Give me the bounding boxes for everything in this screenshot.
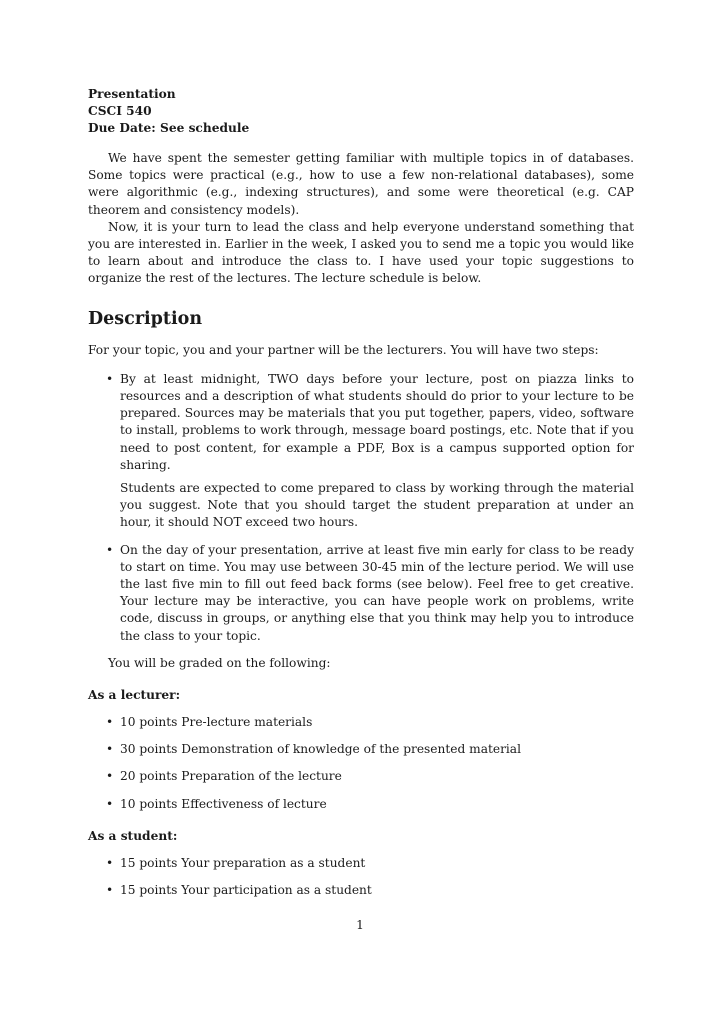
list-item: [88, 714, 634, 731]
list-item: [88, 882, 634, 899]
step-1-paragraph-2: Students are expected to come prepared to class by working through the material you suggest. Note that you should target the student preparation at under an hour, it should NOT exceed two hours.: [120, 481, 634, 530]
page-number: 1: [356, 918, 364, 932]
bullet-icon: •: [106, 715, 114, 730]
lecturer-criterion: 10 points Pre-lecture materials: [120, 715, 313, 730]
student-criterion: 15 points Your preparation as a student: [120, 855, 366, 870]
assignment-title: Presentation: [88, 87, 176, 101]
list-item: [88, 542, 634, 645]
list-item: [88, 855, 634, 872]
student-heading: As a student:: [88, 828, 178, 843]
student-criteria-list: [88, 855, 634, 899]
list-item: [88, 741, 634, 758]
bullet-icon: •: [106, 883, 114, 898]
step-2-paragraph-1: On the day of your presentation, arrive at least five min early for class to be ready to start on time. You may use between 30-45 min of the lecture period. We will use the last five min to fill out feed back forms (see below). Feel free to get creative. Your lecture may be interactive, you can have people work on problems, write code, discuss in groups, or anything else that you think may help you to introduce the class to your topic.: [120, 542, 634, 643]
student-criterion: 15 points Your participation as a student: [120, 883, 372, 898]
list-item: [88, 371, 634, 532]
intro-paragraph-2: Now, it is your turn to lead the class and help everyone understand something that you are interested in. Earlier in the week, I asked you to send me a topic you would like to learn about and introduce the class to. I have used your topic suggestions to organize the rest of the lectures. The lecture schedule is below.: [88, 219, 634, 286]
bullet-icon: •: [106, 742, 114, 757]
document-page: [88, 86, 634, 899]
graded-intro: You will be graded on the following:: [108, 655, 331, 670]
course-code: CSCI 540: [88, 104, 152, 118]
list-item: [88, 768, 634, 785]
bullet-icon: •: [106, 855, 114, 870]
bullet-icon: •: [106, 542, 114, 557]
steps-list: [88, 371, 634, 645]
step-1-paragraph-1: By at least midnight, TWO days before your lecture, post on piazza links to resources and a description of what students should do prior to your lecture to be prepared. Sources may be materials that you put together, papers, video, software to install, problems to work through, message board postings, etc. Note that if you need to post content, for example a PDF, Box is a campus supported option for sharing.: [120, 371, 634, 472]
due-date: Due Date: See schedule: [88, 121, 250, 135]
lecturer-criterion: 20 points Preparation of the lecture: [120, 769, 342, 784]
description-heading: Description: [88, 308, 203, 329]
lecturer-heading: As a lecturer:: [88, 688, 181, 703]
lecturer-criterion: 10 points Effectiveness of lecture: [120, 796, 327, 811]
bullet-icon: •: [106, 769, 114, 784]
description-lead: For your topic, you and your partner will be the lecturers. You will have two steps:: [88, 342, 599, 357]
document-header: [88, 86, 634, 137]
lecturer-criteria-list: [88, 714, 634, 813]
bullet-icon: •: [106, 371, 114, 386]
intro-paragraph-1: We have spent the semester getting familiar with multiple topics in of databases. Some topics were practical (e.g., how to use a few non-relational databases), some were algorithmic (e.g., indexing structures), and some were theoretical (e.g. CAP theorem and consistency models).: [88, 151, 634, 217]
bullet-icon: •: [106, 796, 114, 811]
list-item: [88, 796, 634, 813]
lecturer-criterion: 30 points Demonstration of knowledge of the presented material: [120, 742, 521, 757]
